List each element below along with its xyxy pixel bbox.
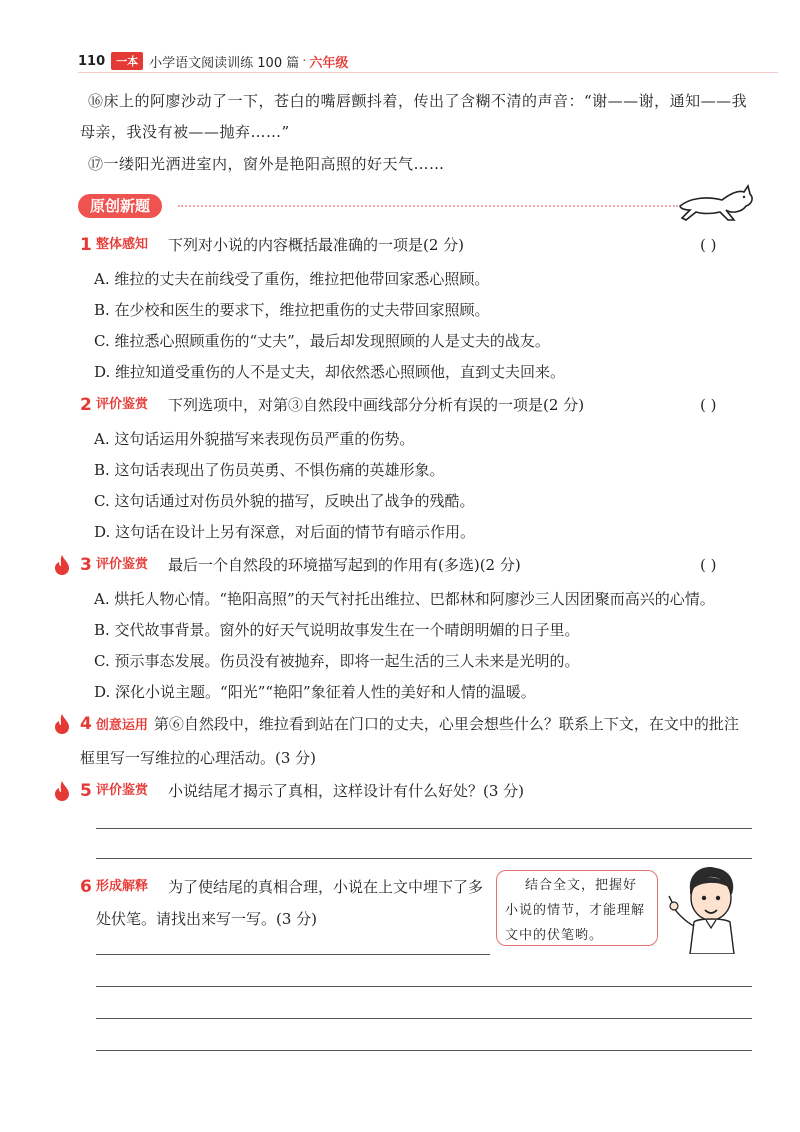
question-text-after: 的一项是(2 分) bbox=[483, 396, 585, 414]
question-tag: 评价鉴赏 bbox=[96, 397, 149, 412]
flame-icon bbox=[54, 714, 70, 734]
question-1 bbox=[80, 230, 760, 260]
question-tag: 评价鉴赏 bbox=[96, 557, 149, 572]
hint-line2: 小说的情节，才能理解 bbox=[505, 903, 646, 918]
header-divider bbox=[78, 72, 778, 73]
hint-line3: 文中的伏笔哟。 bbox=[505, 928, 604, 943]
option-b: B. 在少校和医生的要求下，维拉把重伤的丈夫带回家照顾。 bbox=[94, 301, 490, 319]
answer-line[interactable] bbox=[96, 828, 752, 829]
emphasis-word: 误 · · bbox=[468, 396, 483, 414]
grade-label: 六年级 bbox=[309, 55, 349, 71]
book-title: 小学语文阅读训练 100 篇 bbox=[149, 55, 300, 71]
answer-parens[interactable]: ( ) bbox=[700, 556, 717, 574]
option-c: C. 这句话通过对伤员外貌的描写，反映出了战争的残酷。 bbox=[94, 492, 475, 510]
answer-parens[interactable]: ( ) bbox=[700, 396, 717, 414]
option-d: D. 深化小说主题。“阳光”“艳阳”象征着人性的美好和人情的温暖。 bbox=[94, 683, 536, 701]
answer-line[interactable] bbox=[96, 1018, 752, 1019]
question-tag: 形成解释 bbox=[96, 879, 149, 894]
question-text: 最后一个自然段的环境描写起到的作用有(多选)(2 分) bbox=[168, 556, 521, 574]
question-number: 5 bbox=[80, 781, 92, 801]
option-a: A. 这句话运用外貌描写来表现伤员严重的伤势。 bbox=[94, 430, 415, 448]
running-cat-icon bbox=[676, 184, 756, 224]
paragraph-17: ⑰一缕阳光洒进室内，窗外是艳阳高照的好天气…… bbox=[88, 155, 445, 173]
question-6 bbox=[80, 872, 484, 902]
paragraph-16: ⑯床上的阿廖沙动了一下，苍白的嘴唇颤抖着，传出了含糊不清的声音：“谢——谢，通知——我母亲，我没有被——抛弃……” bbox=[80, 92, 748, 141]
question-number: 1 bbox=[80, 235, 92, 255]
option-c: C. 维拉悉心照顾重伤的“丈夫”，最后却发现照顾的人是丈夫的战友。 bbox=[94, 332, 550, 350]
page-number: 110 bbox=[78, 53, 106, 69]
question-text: 第⑥自然段中，维拉看到站在门口的丈夫，心里会想些什么？联系上下文，在文中的批注框里写一写维拉的心理活动。(3 分) bbox=[80, 715, 739, 767]
question-text: 下列对小说的内容概括最准确的一项是(2 分) bbox=[168, 236, 465, 254]
question-number: 2 bbox=[80, 395, 92, 415]
flame-icon bbox=[54, 555, 70, 575]
boy-illustration-icon bbox=[668, 860, 754, 954]
question-tag: 整体感知 bbox=[96, 237, 149, 252]
question-tag: 评价鉴赏 bbox=[96, 783, 149, 798]
hint-bubble bbox=[496, 870, 658, 946]
option-a: A. 烘托人物心情。“艳阳高照”的天气衬托出维拉、巴都林和阿廖沙三人因团聚而高兴的心情。 bbox=[94, 590, 715, 608]
question-text-before: 下列选项中，对第③自然段中画线部分分析有 bbox=[168, 396, 469, 414]
answer-line[interactable] bbox=[96, 954, 490, 955]
question-number: 4 bbox=[80, 714, 92, 734]
hint-line1: 结合全文，把握好 bbox=[525, 878, 638, 893]
question-3 bbox=[80, 550, 760, 580]
option-d: D. 维拉知道受重伤的人不是丈夫，却依然悉心照顾他，直到丈夫回来。 bbox=[94, 363, 566, 381]
answer-parens[interactable]: ( ) bbox=[700, 236, 717, 254]
question-number: 6 bbox=[80, 877, 92, 897]
page-header bbox=[78, 50, 348, 72]
question-4 bbox=[80, 708, 752, 774]
question-5 bbox=[80, 776, 760, 806]
section-banner: 原创新题 bbox=[78, 194, 162, 218]
answer-line[interactable] bbox=[96, 986, 752, 987]
answer-line[interactable] bbox=[96, 858, 752, 859]
question-2 bbox=[80, 390, 760, 420]
option-b: B. 这句话表现出了伤员英勇、不惧伤痛的英雄形象。 bbox=[94, 461, 445, 479]
question-tag: 创意运用 bbox=[95, 718, 148, 733]
option-c: C. 预示事态发展。伤员没有被抛弃，即将一起生活的三人未来是光明的。 bbox=[94, 652, 580, 670]
question-text bbox=[168, 390, 584, 420]
title-separator: · bbox=[302, 53, 307, 69]
option-b: B. 交代故事背景。窗外的好天气说明故事发生在一个晴朗明媚的日子里。 bbox=[94, 621, 580, 639]
option-a: A. 维拉的丈夫在前线受了重伤，维拉把他带回家悉心照顾。 bbox=[94, 270, 490, 288]
brand-logo: 一本 bbox=[111, 52, 143, 70]
answer-line[interactable] bbox=[96, 1050, 752, 1051]
question-number: 3 bbox=[80, 555, 92, 575]
option-d: D. 这句话在设计上另有深意，对后面的情节有暗示作用。 bbox=[94, 523, 476, 541]
flame-icon bbox=[54, 781, 70, 801]
banner-dotted-line bbox=[178, 205, 678, 207]
question-text-line1: 为了使结尾的真相合理，小说在上文中埋下了多 bbox=[168, 878, 484, 896]
question-text: 小说结尾才揭示了真相，这样设计有什么好处？(3 分) bbox=[168, 782, 525, 800]
question-text-line2: 处伏笔。请找出来写一写。(3 分) bbox=[96, 910, 318, 928]
